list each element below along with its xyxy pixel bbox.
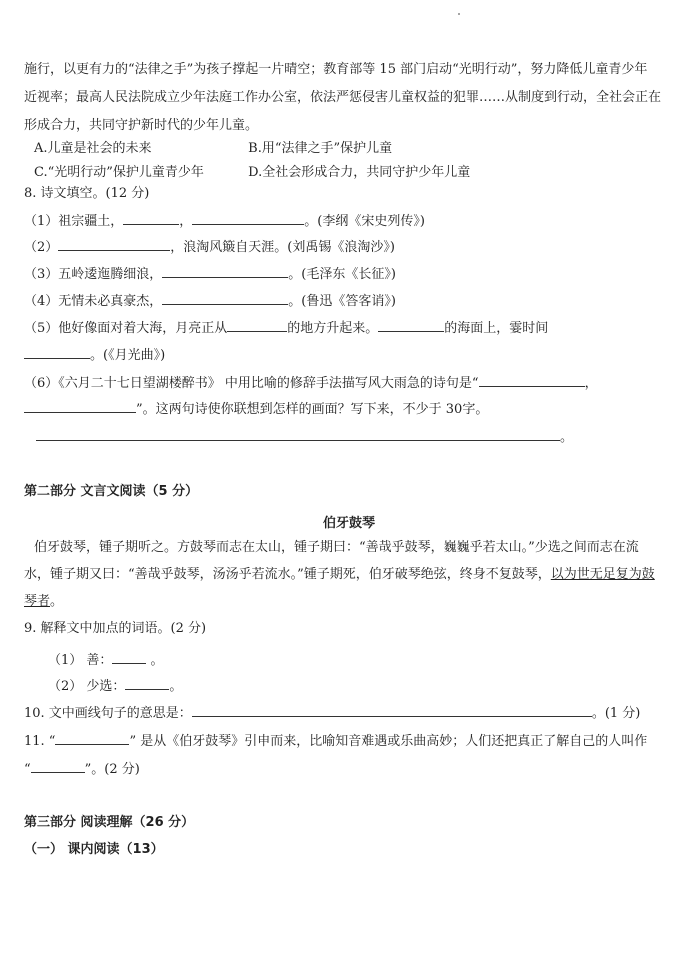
passage-line-2: 近视率；最高人民法院成立少年法庭工作办公室，依法严惩侵害儿童权益的犯罪……从制度到行动，全社会正在 — [24, 90, 662, 105]
classical-line-2-text: 水，锺子期又曰：“善哉乎鼓琴，汤汤乎若流水。”锺子期死，伯牙破琴绝弦，终身不复鼓琴， — [24, 567, 551, 582]
underlined-sentence-part-1: 以为世无足复为鼓 — [550, 567, 655, 582]
q8-6-text-c: ”。这两句诗使你联想到怎样的画面？写下来，不少于 30字。 — [136, 402, 489, 417]
q8-item-1 — [24, 212, 425, 230]
underlined-sentence-part-2: 琴者 — [24, 594, 51, 609]
q9-item-2 — [48, 677, 182, 695]
q8-5-text-c: 的海面上，霎时间 — [444, 321, 549, 336]
q8-item-5 — [24, 319, 548, 337]
q8-1-blank-2[interactable] — [192, 212, 304, 225]
q8-1-text-b: 。(李纲《宋史列传》) — [304, 214, 425, 229]
q8-title: 8. 诗文填空。(12 分) — [24, 186, 150, 201]
q8-5-blank-3[interactable] — [24, 346, 90, 359]
options-row-2 — [34, 165, 470, 181]
q8-5-text-d: 。(《月光曲》) — [90, 348, 166, 363]
option-d[interactable]: D.全社会形成合力，共同守护少年儿童 — [248, 165, 471, 180]
q9-title: 9. 解释文中加点的词语。(2 分) — [24, 621, 207, 636]
q8-6-end: 。 — [560, 430, 574, 445]
q8-6-answer-line[interactable] — [36, 428, 560, 441]
q10-end: 。(1 分) — [591, 706, 641, 721]
q8-3-blank[interactable] — [162, 265, 288, 278]
passage-title: 伯牙鼓琴 — [322, 516, 375, 531]
q8-item-6 — [24, 374, 598, 392]
q11-text-b: ” 是从《伯牙鼓琴》引申而来，比喻知音难遇或乐曲高妙；人们还把真正了解自己的人叫作 — [129, 734, 648, 749]
q8-2-text-a: （2） — [24, 240, 59, 255]
q9-1-end: 。 — [146, 653, 164, 668]
q11-cont — [24, 760, 140, 778]
passage-line-3: 形成合力，共同守护新时代的少年儿童。 — [24, 118, 259, 133]
option-b[interactable]: B.用“法律之手”保护儿童 — [248, 141, 393, 156]
option-c[interactable]: C.“光明行动”保护儿童青少年 — [34, 165, 204, 180]
q8-6-text-a: （6）《六月二十七日望湖楼醉书》 中用比喻的修辞手法描写风大雨急的诗句是“ — [24, 376, 479, 391]
q11-text-a: 11. “ — [24, 734, 56, 749]
q9-2-end: 。 — [169, 679, 183, 694]
q8-5-blank-2[interactable] — [378, 319, 444, 332]
q8-6-blank-1[interactable] — [479, 374, 585, 387]
passage-line-1: 施行，以更有力的“法律之手”为孩子撑起一片晴空；教育部等 15 部门启动“光明行动”，努力降低儿童青少年 — [24, 62, 648, 77]
q8-5-text-a: （5）他好像面对着大海，月亮正从 — [24, 321, 228, 336]
q10-text: 10. 文中画线句子的意思是： — [24, 706, 192, 721]
q8-item-6-cont — [24, 400, 488, 418]
q9-1-label: （1） 善： — [48, 653, 113, 668]
q8-1-sep: ， — [179, 214, 193, 229]
q8-5-blank-1[interactable] — [227, 319, 287, 332]
q8-4-text-b: 。(鲁迅《答客诮》) — [288, 294, 396, 309]
part2-heading: 第二部分 文言文阅读（5 分） — [24, 484, 199, 499]
q11-text-d: ”。(2 分) — [84, 762, 140, 777]
q8-2-text-b: ，浪淘风簸自天涯。(刘禹锡《浪淘沙》) — [170, 240, 395, 255]
part3-heading: 第三部分 阅读理解（26 分） — [24, 815, 195, 830]
q10 — [24, 704, 640, 722]
scan-speck — [458, 13, 460, 15]
q9-item-1 — [48, 651, 164, 669]
q11-text-c: “ — [24, 762, 31, 777]
q8-item-5-cont — [24, 346, 165, 364]
options-row-1 — [34, 141, 392, 157]
q8-item-2 — [24, 238, 395, 256]
q8-item-6-answer — [24, 428, 573, 446]
q8-1-text-a: （1）祖宗疆土， — [24, 214, 124, 229]
q8-6-text-b: ， — [584, 376, 598, 391]
q8-3-text-b: 。(毛泽东《长征》) — [288, 267, 396, 282]
q8-3-text-a: （3）五岭逶迤腾细浪， — [24, 267, 163, 282]
q9-2-label: （2） 少选： — [48, 679, 126, 694]
q11-blank-2[interactable] — [31, 760, 85, 773]
q8-4-blank[interactable] — [162, 292, 288, 305]
q8-4-text-a: （4）无情未必真豪杰， — [24, 294, 163, 309]
classical-line-3 — [24, 594, 63, 610]
q8-item-4 — [24, 292, 396, 310]
q8-1-blank-1[interactable] — [123, 212, 179, 225]
classical-line-3-end: 。 — [50, 594, 64, 609]
q11 — [24, 732, 647, 750]
q9-1-blank[interactable] — [112, 651, 146, 664]
q8-item-3 — [24, 265, 396, 283]
part3-subheading: （一） 课内阅读（13） — [24, 842, 164, 857]
q11-blank-1[interactable] — [55, 732, 129, 745]
q8-2-blank[interactable] — [58, 238, 170, 251]
q8-6-blank-2[interactable] — [24, 400, 136, 413]
q9-2-blank[interactable] — [125, 677, 169, 690]
classical-line-1: 伯牙鼓琴，锺子期听之。方鼓琴而志在太山，锺子期曰：“善哉乎鼓琴，巍巍乎若太山。”少选之间而志在流 — [34, 540, 639, 555]
q10-blank[interactable] — [192, 704, 592, 717]
classical-line-2 — [24, 567, 655, 583]
q8-5-text-b: 的地方升起来。 — [287, 321, 379, 336]
option-a[interactable]: A.儿童是社会的未来 — [34, 141, 152, 156]
